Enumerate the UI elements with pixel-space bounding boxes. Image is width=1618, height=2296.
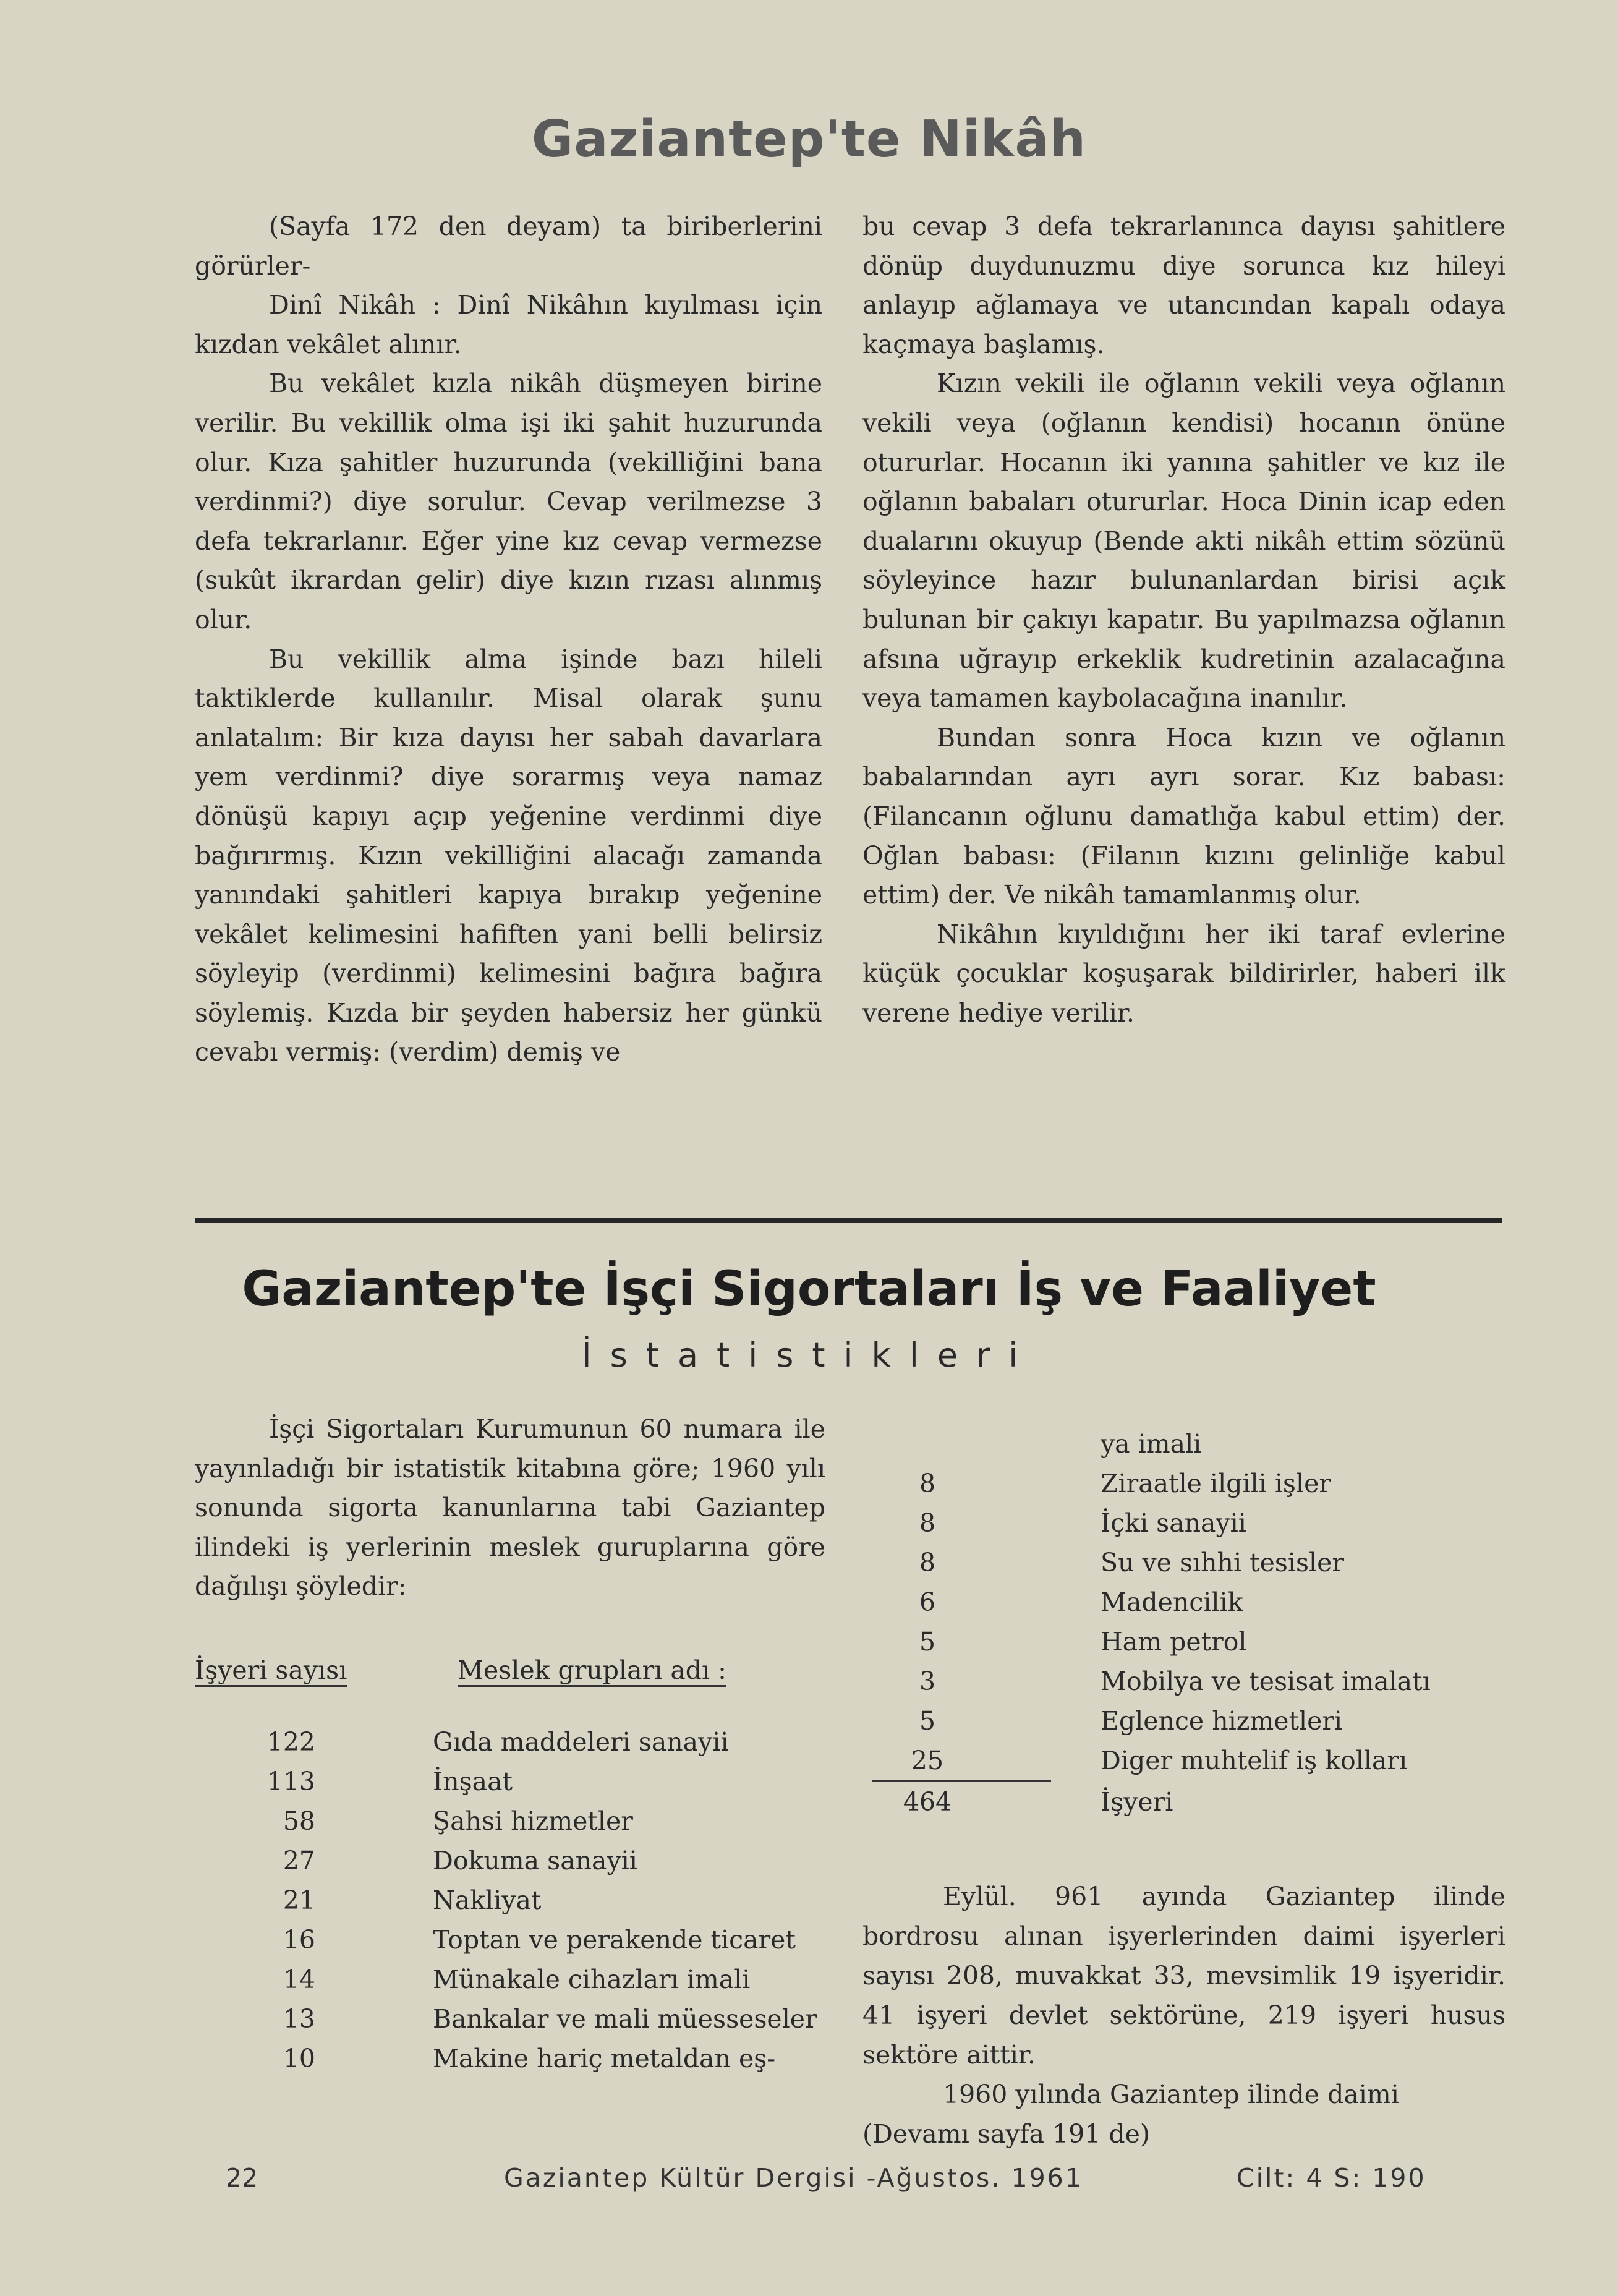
paragraph: (Sayfa 172 den deyam) ta biriberlerini görürler- — [195, 211, 822, 281]
cell-count: 5 — [919, 1706, 936, 1736]
volume-info: Cilt: 4 S: 190 — [1237, 2163, 1426, 2193]
column-header-group: Meslek grupları adı : — [458, 1655, 726, 1685]
article-title-nikah: Gaziantep'te Nikâh — [531, 110, 1087, 169]
table-row — [872, 1741, 1509, 1780]
cell-count: 5 — [919, 1627, 936, 1657]
section-divider — [195, 1218, 1502, 1223]
table-row — [204, 1920, 828, 1960]
paragraph: Eylül. 961 ayında Gaziantep ilinde bordrosu alınan işyerlerinden daimi işyerleri sayısı 208, muvakkat 33, mevsimlik 19 işyeridir. 41 işyeri devlet sektörüne, 219 işyeri husus sektöre aittir. — [862, 1882, 1505, 2070]
table-row — [204, 1841, 828, 1880]
table-row — [872, 1543, 1509, 1582]
cell-count: 16 — [283, 1925, 315, 1955]
journal-info: Gaziantep Kültür Dergisi -Ağustos. 1961 — [504, 2163, 1083, 2193]
cell-name: Gıda maddeleri sanayii — [433, 1727, 729, 1757]
cell-count: 8 — [919, 1508, 936, 1538]
table-row — [872, 1424, 1509, 1464]
cell-name: Ziraatle ilgili işler — [1101, 1469, 1331, 1498]
cell-name: Şahsi hizmetler — [433, 1806, 633, 1836]
cell-count: 21 — [283, 1885, 315, 1915]
cell-count: 10 — [283, 2044, 315, 2073]
table-row — [872, 1464, 1509, 1503]
page-number: 22 — [226, 2163, 258, 2193]
cell-count: 27 — [283, 1846, 315, 1876]
paragraph: bu cevap 3 defa tekrarlanınca dayısı şahitlere dönüp duydunuzmu diye sorunca kız hileyi anlayıp ağlamaya ve utancından kapalı odaya kaçmaya başlamış. — [862, 211, 1505, 359]
paragraph: Bu vekâlet kızla nikâh düşmeyen birine verilir. Bu vekillik olma işi iki şahit huzurunda olur. Kıza şahitler huzurunda (vekilliğini bana verdinmi?) diye sorulur. Cevap verilmezse 3 defa tekrarlanır. Eğer yine kız cevap vermezse (sukût ikrardan gelir) diye kızın rızası alınmış olur. — [195, 369, 822, 634]
statistics-intro — [195, 1410, 825, 1607]
table-row — [204, 1880, 828, 1920]
paragraph: Dinî Nikâh : Dinî Nikâhın kıyılması için kızdan vekâlet alınır. — [195, 290, 822, 359]
cell-count: 6 — [919, 1587, 936, 1617]
cell-name: Ham petrol — [1101, 1627, 1247, 1657]
cell-count: 58 — [283, 1806, 315, 1836]
cell-name: İçki sanayii — [1101, 1508, 1246, 1538]
cell-count: 25 — [911, 1746, 944, 1775]
table-row — [204, 1762, 828, 1801]
article-title-statistics: Gaziantep'te İşçi Sigortaları İş ve Faaliyet — [242, 1261, 1376, 1317]
cell-name: Mobilya ve tesisat imalatı — [1101, 1667, 1431, 1696]
cell-name: Dokuma sanayii — [433, 1846, 637, 1876]
table-row — [872, 1662, 1509, 1701]
cell-name: Madencilik — [1101, 1587, 1243, 1617]
cell-count — [872, 1424, 983, 1464]
total-row — [872, 1782, 1509, 1822]
cell-name: ya imali — [1101, 1429, 1202, 1459]
cell-name: Eglence hizmetleri — [1101, 1706, 1343, 1736]
table-row — [872, 1701, 1509, 1741]
statistics-notes — [862, 1877, 1505, 2154]
cell-name: Bankalar ve mali müesseseler — [433, 2004, 817, 2034]
paragraph: Bundan sonra Hoca kızın ve oğlanın babalarından ayrı ayrı sorar. Kız babası: (Filancanın oğlunu damatlığa kabul ettim) der. Oğlan babası: (Filanın kızını gelinliğe kabul ettim) der. Ve nikâh tamamlanmış olur. — [862, 722, 1505, 910]
cell-count: 8 — [919, 1548, 936, 1577]
cell-count: 122 — [266, 1727, 315, 1757]
table-row — [204, 1999, 828, 2039]
statistics-table-left — [204, 1722, 828, 2078]
article-right-column — [862, 207, 1505, 1033]
cell-name: Su ve sıhhi tesisler — [1101, 1548, 1345, 1577]
table-row — [204, 2039, 828, 2078]
paragraph: 1960 yılında Gaziantep ilinde daimi — [943, 2080, 1399, 2109]
continued-note: (Devamı sayfa 191 de) — [862, 2119, 1150, 2149]
cell-count: 14 — [283, 1965, 315, 1994]
table-row — [204, 1960, 828, 1999]
cell-count: 113 — [266, 1767, 315, 1796]
article-subtitle: İstatistikleri — [581, 1336, 1037, 1375]
cell-name: Makine hariç metaldan eş- — [433, 2044, 776, 2073]
table-row — [204, 1801, 828, 1841]
table-row — [872, 1622, 1509, 1662]
cell-name: Toptan ve perakende ticaret — [433, 1925, 796, 1955]
cell-name: Münakale cihazları imali — [433, 1965, 751, 1994]
total-label: İşyeri — [1101, 1787, 1173, 1817]
cell-name: İnşaat — [433, 1767, 513, 1796]
column-header-count: İşyeri sayısı — [195, 1655, 347, 1685]
cell-name: Nakliyat — [433, 1885, 542, 1915]
table-row — [872, 1503, 1509, 1543]
paragraph: İşçi Sigortaları Kurumunun 60 numara ile yayınladığı bir istatistik kitabına göre; 1960 yılı sonunda sigorta kanunlarına tabi Gaziantep ilindeki iş yerlerinin meslek guruplarına göre dağılışı şöyledir: — [195, 1414, 825, 1602]
cell-count: 3 — [919, 1667, 936, 1696]
table-row — [204, 1722, 828, 1762]
article-left-column — [195, 207, 822, 1072]
statistics-table-right — [872, 1424, 1509, 1822]
paragraph: Bu vekillik alma işinde bazı hileli taktiklerde kullanılır. Misal olarak şunu anlatalım: Bir kıza dayısı her sabah davarlara yem verdinmi? diye sorarmış veya namaz dönüşü kapıyı açıp yeğenine verdinmi diye bağırırmış. Kızın vekilliğini alacağı zamanda yanındaki şahitleri kapıya bırakıp yeğenine vekâlet kelimesini hafiften yani belli belirsiz söyleyip (verdinmi) kelimesini bağıra bağıra söylemiş. Kızda bir şeyden habersiz her günkü cevabı vermiş: (verdim) demiş ve — [195, 644, 822, 1067]
cell-count: 13 — [283, 2004, 315, 2034]
table-row — [872, 1582, 1509, 1622]
paragraph: Nikâhın kıyıldığını her iki taraf evlerine küçük çocuklar koşuşarak bildirirler, haberi ilk verene hediye verilir. — [862, 919, 1505, 1028]
total-count: 464 — [903, 1787, 952, 1817]
paragraph: Kızın vekili ile oğlanın vekili veya oğlanın vekili veya (oğlanın kendisi) hocanın önüne otururlar. Hocanın iki yanına şahitler ve kız ile oğlanın babaları otururlar. Hoca Dinin icap eden dualarını okuyup (Bende akti nikâh ettim sözünü söyleyince hazır bulunanlardan birisi açık bulunan bir çakıyı kapatır. Bu yapılmazsa oğlanın afsına uğrayıp erkeklik kudretinin azalacağına veya tamamen kaybolacağına inanılır. — [862, 369, 1505, 714]
cell-count: 8 — [919, 1469, 936, 1498]
cell-name: Diger muhtelif iş kolları — [1101, 1746, 1408, 1775]
